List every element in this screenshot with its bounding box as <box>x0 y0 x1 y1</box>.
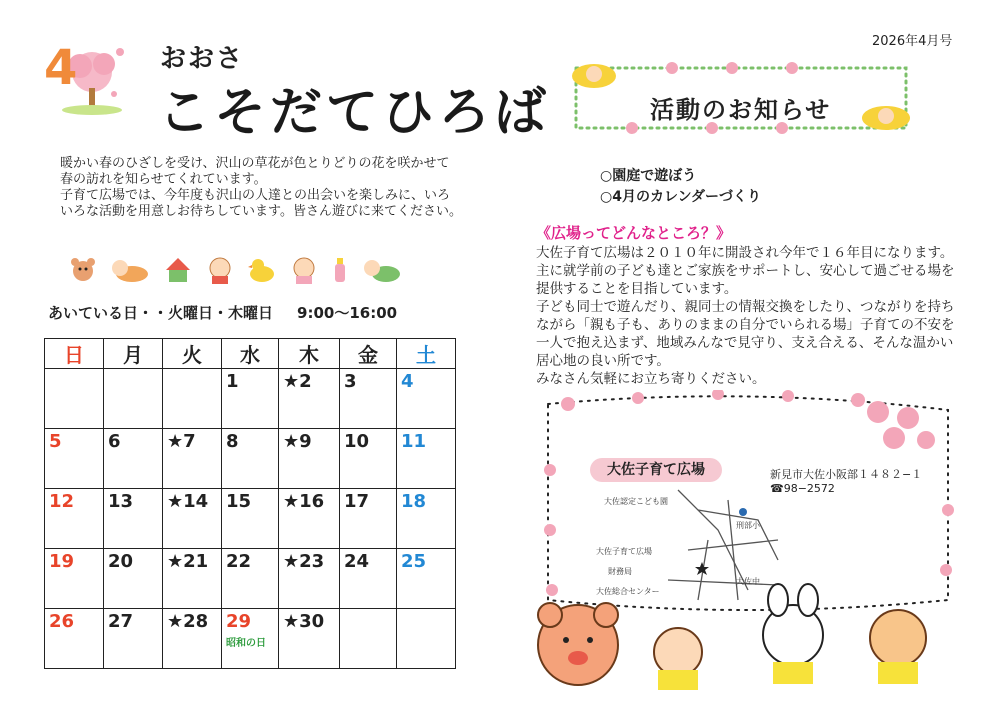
calendar-week <box>45 489 456 549</box>
month-number: 4 <box>44 40 78 96</box>
calendar-day: 8 <box>222 429 279 489</box>
calendar-day <box>104 369 163 429</box>
calendar-day: ★14 <box>163 489 222 549</box>
intro-text <box>60 156 500 220</box>
about-line: みなさん気軽にお立ち寄りください。 <box>536 371 766 387</box>
calendar-week <box>45 369 456 429</box>
calendar-day <box>340 609 397 669</box>
calendar-day: 17 <box>340 489 397 549</box>
calendar-day: 18 <box>397 489 456 549</box>
calendar-day: 6 <box>104 429 163 489</box>
about-line: 提供することを目指しています。 <box>536 281 738 297</box>
house-icon <box>164 256 192 284</box>
map-label-elementary: 刑部小 <box>736 521 760 530</box>
page-title: こそだてひろば <box>158 83 551 143</box>
calendar-day: 19 <box>45 549 104 609</box>
calendar-day: 11 <box>397 429 456 489</box>
calendar-day: ★28 <box>163 609 222 669</box>
weekday-thursday: 木 <box>279 339 340 369</box>
baby-icon <box>110 256 150 284</box>
open-hours <box>48 302 397 323</box>
activity-item: ○園庭で遊ぼう <box>600 168 697 184</box>
about-line: 大佐子育て広場は２０１０年に開設され今年で１６年目になります。 <box>536 245 954 261</box>
calendar-day: ★7 <box>163 429 222 489</box>
issue-date: 2026年4月号 <box>872 34 953 49</box>
intro-line: 子育て広場では、今年度も沢山の人達との出会いを楽しみに、いろ <box>60 188 451 203</box>
about-heading: 《広場ってどんなところ？》 <box>536 224 732 242</box>
about-line: 子ども同士で遊んだり、親同士の情報交換をしたり、つながりを持ち <box>536 299 955 315</box>
calendar-day-number: 29 <box>226 611 252 632</box>
calendar-day: 15 <box>222 489 279 549</box>
calendar-day: ★9 <box>279 429 340 489</box>
calendar-day: 4 <box>397 369 456 429</box>
open-days: あいている日・・火曜日・木曜日 <box>48 304 274 322</box>
address: 新見市大佐小阪部１４８２−１ <box>770 468 923 481</box>
calendar-day: ★23 <box>279 549 340 609</box>
calendar-day: 22 <box>222 549 279 609</box>
phone-number: ☎98−2572 <box>770 482 835 495</box>
calendar-day: ★2 <box>279 369 340 429</box>
map-label-center: 大佐子育て広場 <box>596 547 652 556</box>
about-line: ながら「親も子も、ありのままの自分でいられる場」子育ての不安を <box>536 317 955 333</box>
calendar-week <box>45 549 456 609</box>
activity-title: 活動のお知らせ <box>650 96 832 124</box>
map-banner: 大佐子育て広場 <box>590 458 722 482</box>
calendar-week <box>45 429 456 489</box>
calendar-day: 1 <box>222 369 279 429</box>
about-line: 主に就学前の子ども達とご家族をサポートし、安心して過ごせる場を <box>536 263 955 279</box>
map-label-middle: 大佐中 <box>736 577 760 586</box>
calendar-day: 10 <box>340 429 397 489</box>
weekday-tuesday: 火 <box>163 339 222 369</box>
address-block <box>770 468 922 496</box>
calendar-header-row <box>45 339 456 369</box>
calendar-day <box>397 609 456 669</box>
calendar-day <box>163 369 222 429</box>
calendar-day: 24 <box>340 549 397 609</box>
weekday-friday: 金 <box>340 339 397 369</box>
activity-item: ○4月のカレンダーづくり <box>600 189 762 205</box>
bottle-icon <box>332 256 348 284</box>
calendar-day: 5 <box>45 429 104 489</box>
child-icon <box>290 256 318 284</box>
map-illustration <box>528 390 968 690</box>
calendar-day: 12 <box>45 489 104 549</box>
about-line: 居心地の良い所です。 <box>536 353 670 369</box>
about-body <box>536 244 982 388</box>
calendar-day: ★16 <box>279 489 340 549</box>
holiday-note: 昭和の日 <box>226 638 266 649</box>
calendar-day: ★21 <box>163 549 222 609</box>
calendar-day: 25 <box>397 549 456 609</box>
intro-line: 春の訪れを知らせてくれています。 <box>60 172 267 187</box>
intro-line: 暖かい春のひざしを受け、沢山の草花が色とりどりの花を咲かせて <box>60 156 450 171</box>
weekday-monday: 月 <box>104 339 163 369</box>
bear-icon <box>70 256 96 284</box>
map-label-community: 大佐総合センター <box>596 587 660 596</box>
calendar-day: 27 <box>104 609 163 669</box>
about-line: 一人で抱え込まず、地域みんなで見守り、支え合える、そんな温かい <box>536 335 954 351</box>
open-time: 9:00～16:00 <box>297 304 398 322</box>
map-label-office: 財務局 <box>608 567 632 576</box>
weekday-saturday: 土 <box>397 339 456 369</box>
baby-icon <box>362 256 402 284</box>
subtitle: おおさ <box>160 44 245 74</box>
weekday-wednesday: 水 <box>222 339 279 369</box>
calendar-day: 26 <box>45 609 104 669</box>
activity-list <box>600 166 761 208</box>
calendar-week <box>45 609 456 669</box>
calendar-day-holiday <box>222 609 279 669</box>
calendar <box>44 338 456 669</box>
calendar-day <box>45 369 104 429</box>
calendar-day: 13 <box>104 489 163 549</box>
child-icon <box>206 256 234 284</box>
duck-icon <box>248 256 276 284</box>
weekday-sunday: 日 <box>45 339 104 369</box>
intro-line: いろな活動を用意しお待ちしています。皆さん遊びに来てください。 <box>60 204 462 219</box>
map-label-nursery: 大佐認定こども園 <box>604 497 668 506</box>
character-row <box>70 252 410 288</box>
calendar-day: 20 <box>104 549 163 609</box>
calendar-day: ★30 <box>279 609 340 669</box>
calendar-day: 3 <box>340 369 397 429</box>
